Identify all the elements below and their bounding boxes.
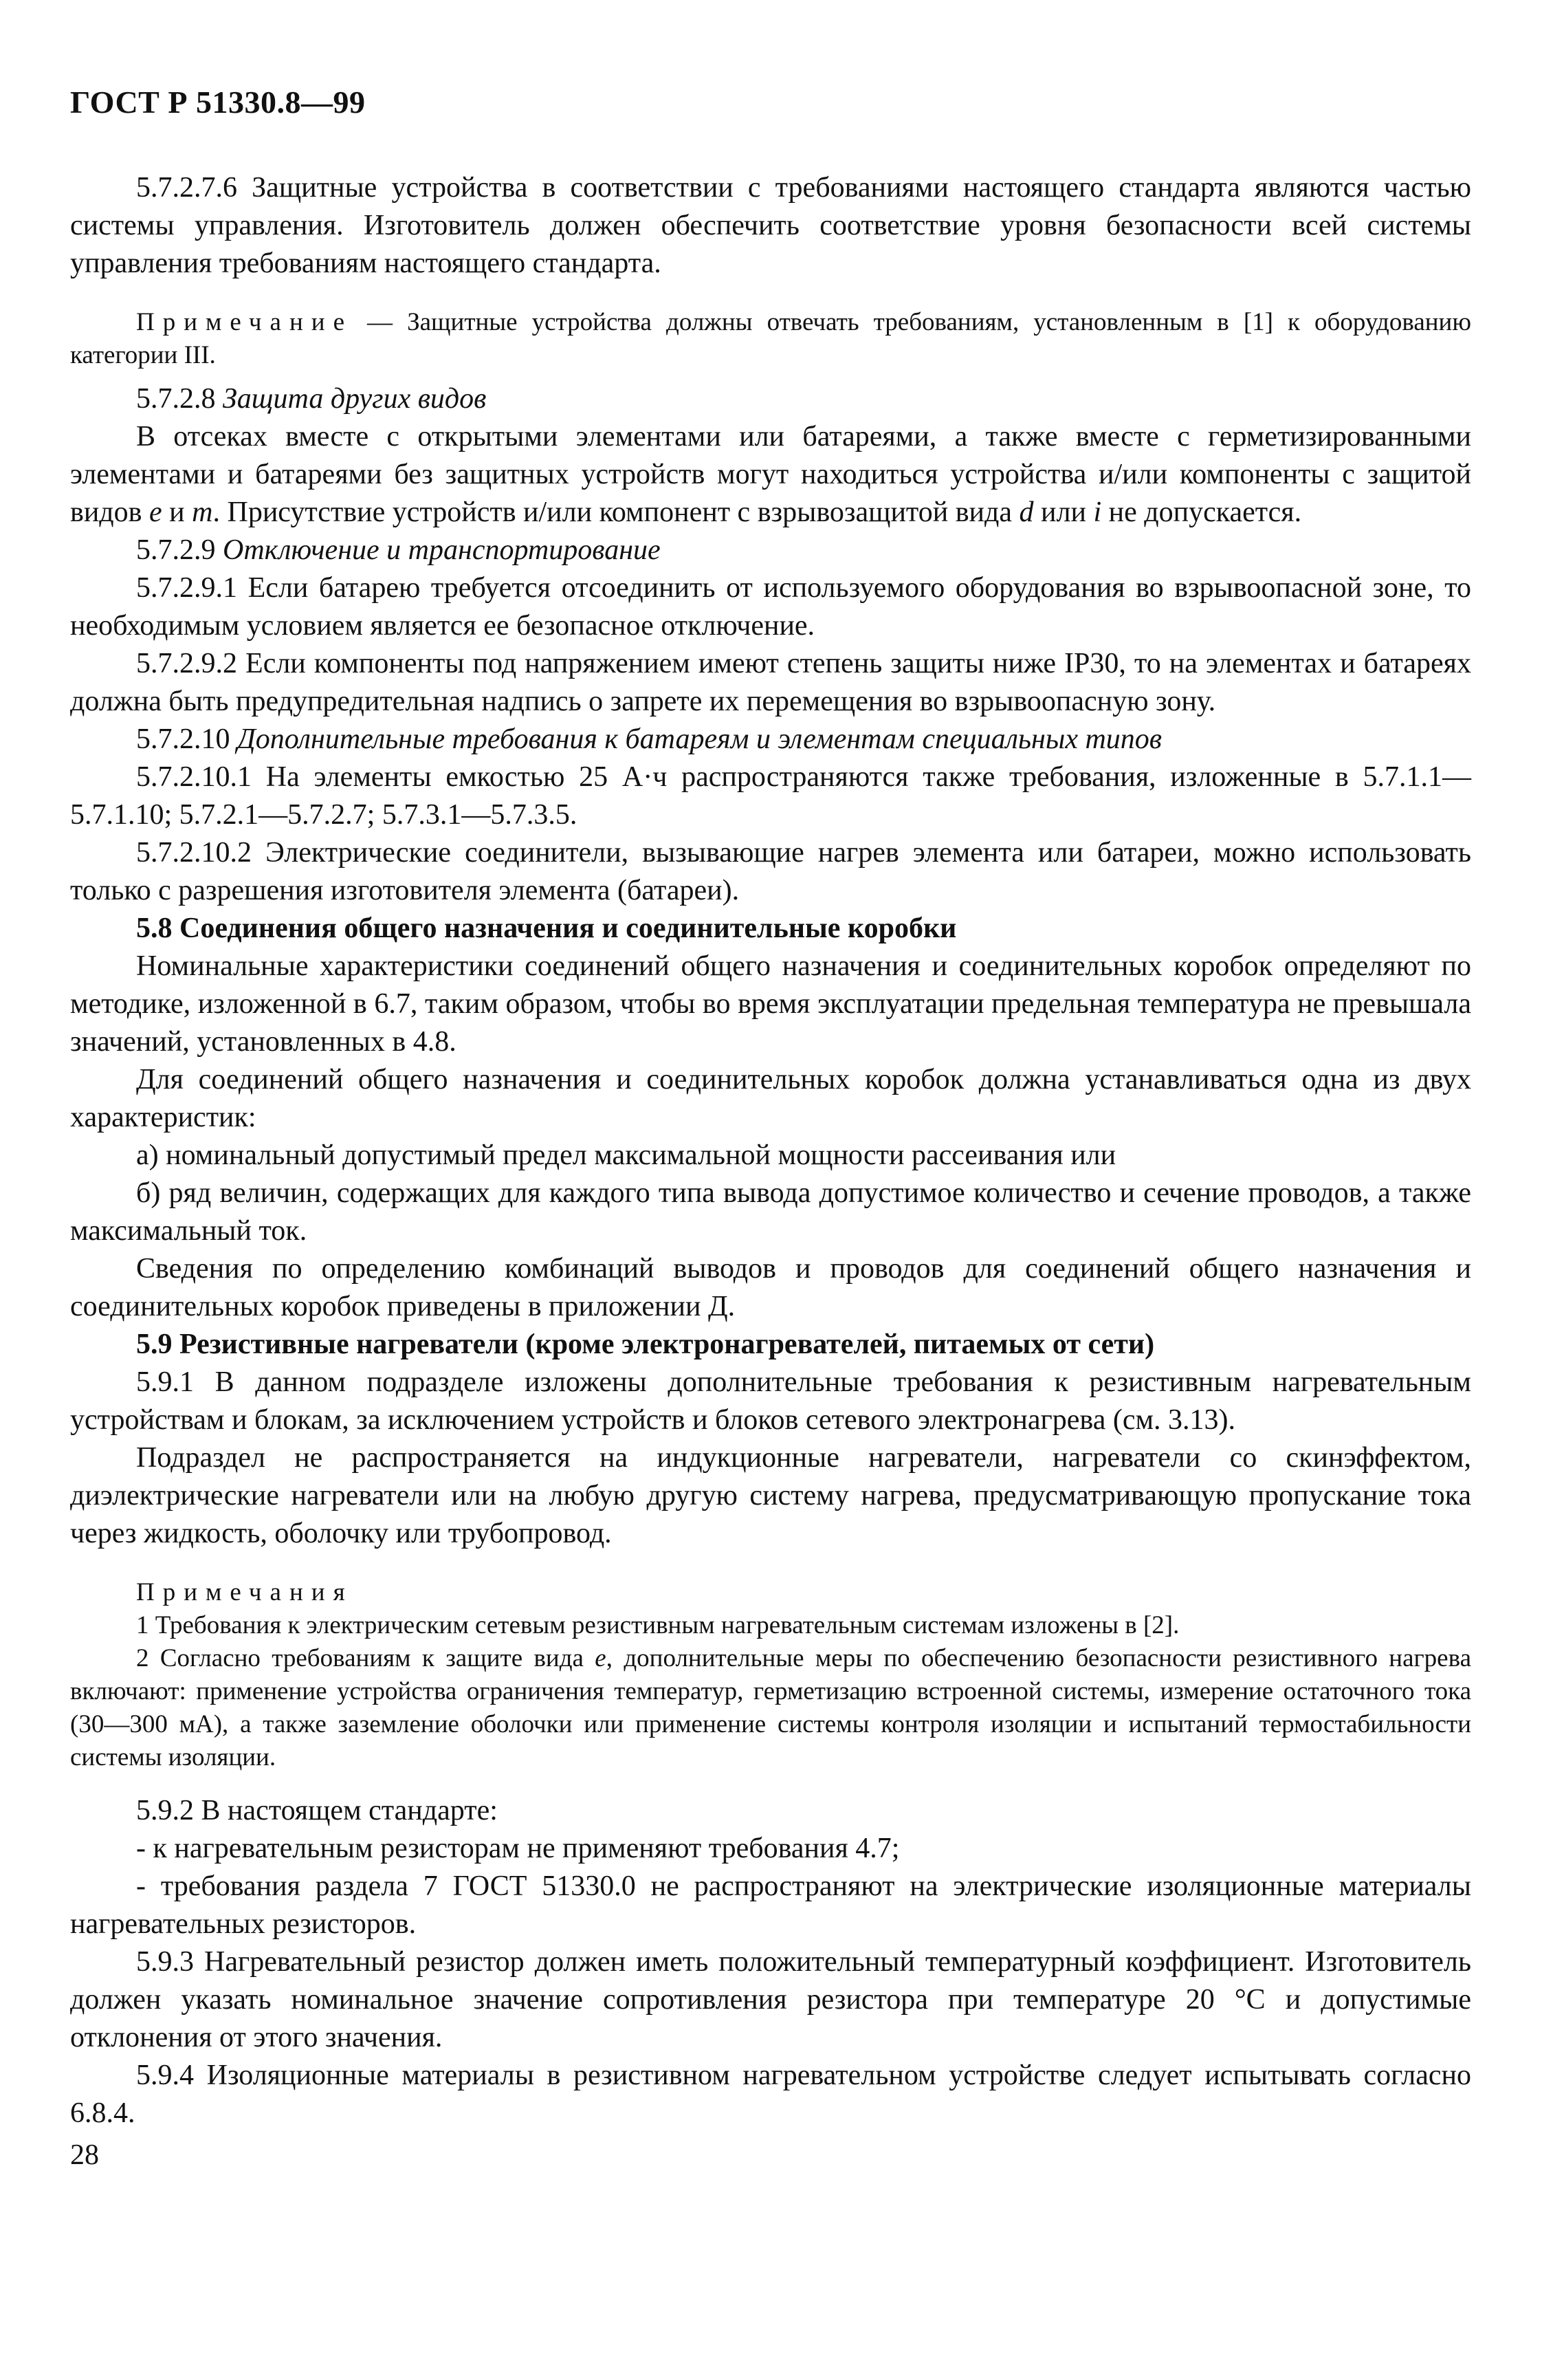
text-run: или: [1033, 496, 1094, 528]
heading-5-7-2-8: [70, 380, 1471, 418]
heading-number: 5.7.2.10: [136, 723, 237, 755]
text-run: и: [162, 496, 192, 528]
note-2: [70, 1642, 1471, 1774]
paragraph-5-7-2-10-1: 5.7.2.10.1 На элементы емкостью 25 А·ч распространяются также требования, изложенные в 5.7.1.1—5.7.1.10; 5.7.2.1—5.7.2.7; 5.7.3.1—5.7.3.5.: [70, 761, 1471, 831]
text-run-italic: т: [192, 496, 213, 528]
text-run: 2 Согласно требованиям к защите вида: [136, 1644, 595, 1672]
heading-5-9: 5.9 Резистивные нагреватели (кроме электронагревателей, питаемых от сети): [136, 1329, 1155, 1360]
list-item-5-9-2a: - к нагревательным резисторам не применяют требования 4.7;: [136, 1833, 900, 1864]
paragraph-5-7-2-10-2: 5.7.2.10.2 Электрические соединители, вызывающие нагрев элемента или батареи, можно использовать только с разрешения изготовителя элемента (батареи).: [70, 837, 1471, 906]
text-run-italic: i: [1093, 496, 1102, 528]
paragraph-5-7-2-9-2: 5.7.2.9.2 Если компоненты под напряжением имеют степень защиты ниже IP30, то на элементах и батареях должна быть предупредительная надпись о запрете их перемещения во взрывоопасную зону.: [70, 648, 1471, 717]
text-run: . Присутствие устройств и/или компонент с взрывозащитой вида: [212, 496, 1020, 528]
text-run: , дополнительные меры по обеспечению безопасности резистивного нагрева включают: применение устройства ограничения температур, герметизацию встроенной системы, измерение остаточного тока (30—300 мА), а также заземление оболочки или применение системы контроля изоляции и испытаний термостабильности системы изоляции.: [70, 1644, 1471, 1771]
note-1: 1 Требования к электрическим сетевым резистивным нагревательным системам изложены в [2].: [136, 1611, 1180, 1639]
heading-5-7-2-9: [70, 532, 1471, 569]
heading-title: Отключение и транспортирование: [223, 534, 661, 566]
paragraph-5-7-2-8: [70, 418, 1471, 532]
list-item-b: б) ряд величин, содержащих для каждого типа вывода допустимое количество и сечение проводов, а также максимальный ток.: [70, 1177, 1471, 1247]
paragraph-5-9-3: 5.9.3 Нагревательный резистор должен иметь положительный температурный коэффициент. Изготовитель должен указать номинальное значение сопротивления резистора при температуре 20 °С и допустимые отклонения от этого значения.: [70, 1946, 1471, 2053]
paragraph-5-9-4: 5.9.4 Изоляционные материалы в резистивном нагревательном устройстве следует испытывать согласно 6.8.4.: [70, 2060, 1471, 2129]
note-5-7-2-7-6: [70, 306, 1471, 372]
paragraph-5-9-1: 5.9.1 В данном подразделе изложены дополнительные требования к резистивным нагревательным устройствам и блокам, за исключением устройств и блоков сетевого электронагрева (см. 3.13).: [70, 1366, 1471, 1436]
paragraph-5-8-e: Сведения по определению комбинаций выводов и проводов для соединений общего назначения и соединительных коробок приведены в приложении Д.: [70, 1253, 1471, 1322]
paragraph-5-9-1b: Подраздел не распространяется на индукционные нагреватели, нагреватели со скинэффектом, диэлектрические нагреватели или на любую другую систему нагрева, предусматривающую пропускание тока через жидкость, оболочку или трубопровод.: [70, 1442, 1471, 1549]
notes-label: [70, 1576, 1471, 1609]
text-run: не допускается.: [1101, 496, 1302, 528]
heading-title: Дополнительные требования к батареям и элементам специальных типов: [237, 723, 1163, 755]
list-item-5-9-2b: - требования раздела 7 ГОСТ 51330.0 не распространяют на электрические изоляционные материалы нагревательных резисторов.: [70, 1870, 1471, 1940]
heading-number: 5.7.2.9: [136, 534, 223, 566]
notes-label-text: Примечания: [136, 1578, 353, 1606]
paragraph-5-9-2: 5.9.2 В настоящем стандарте:: [136, 1795, 498, 1826]
paragraph-5-7-2-7-6: 5.7.2.7.6 Защитные устройства в соответствии с требованиями настоящего стандарта являются частью системы управления. Изготовитель должен обеспечить соответствие уровня безопасности всей системы управления требованиям настоящего стандарта.: [70, 172, 1471, 279]
paragraph-5-8-a: Номинальные характеристики соединений общего назначения и соединительных коробок определяют по методике, изложенной в 6.7, таким образом, чтобы во время эксплуатации предельная температура не превышала значений, установленных в 4.8.: [70, 950, 1471, 1058]
heading-5-7-2-10: [70, 721, 1471, 758]
list-item-a: а) номинальный допустимый предел максимальной мощности рассеивания или: [136, 1139, 1116, 1171]
page-number: 28: [70, 2139, 99, 2171]
heading-number: 5.7.2.8: [136, 383, 223, 415]
text-run-italic: е: [149, 496, 162, 528]
text-run-italic: е: [595, 1644, 606, 1672]
text-run-italic: d: [1019, 496, 1034, 528]
note-label: Примечание: [136, 308, 353, 336]
note-text: — Защитные устройства должны отвечать требованиям, установленным в [1] к оборудованию категории III.: [70, 308, 1471, 369]
document-header: ГОСТ Р 51330.8—99: [70, 85, 366, 120]
heading-title: Защита других видов: [223, 383, 487, 415]
heading-5-8: 5.8 Соединения общего назначения и соединительные коробки: [136, 913, 957, 944]
paragraph-5-7-2-9-1: 5.7.2.9.1 Если батарею требуется отсоединить от используемого оборудования во взрывоопасной зоне, то необходимым условием является ее безопасное отключение.: [70, 572, 1471, 642]
paragraph-5-8-b: Для соединений общего назначения и соединительных коробок должна устанавливаться одна из двух характеристик:: [70, 1064, 1471, 1133]
document-body: [70, 169, 1471, 2132]
text-run: В отсеках вместе с открытыми элементами или батареями, а также вместе с герметизированными элементами и батареями без защитных устройств могут находиться устройства и/или компоненты с защитой видов: [70, 421, 1471, 528]
